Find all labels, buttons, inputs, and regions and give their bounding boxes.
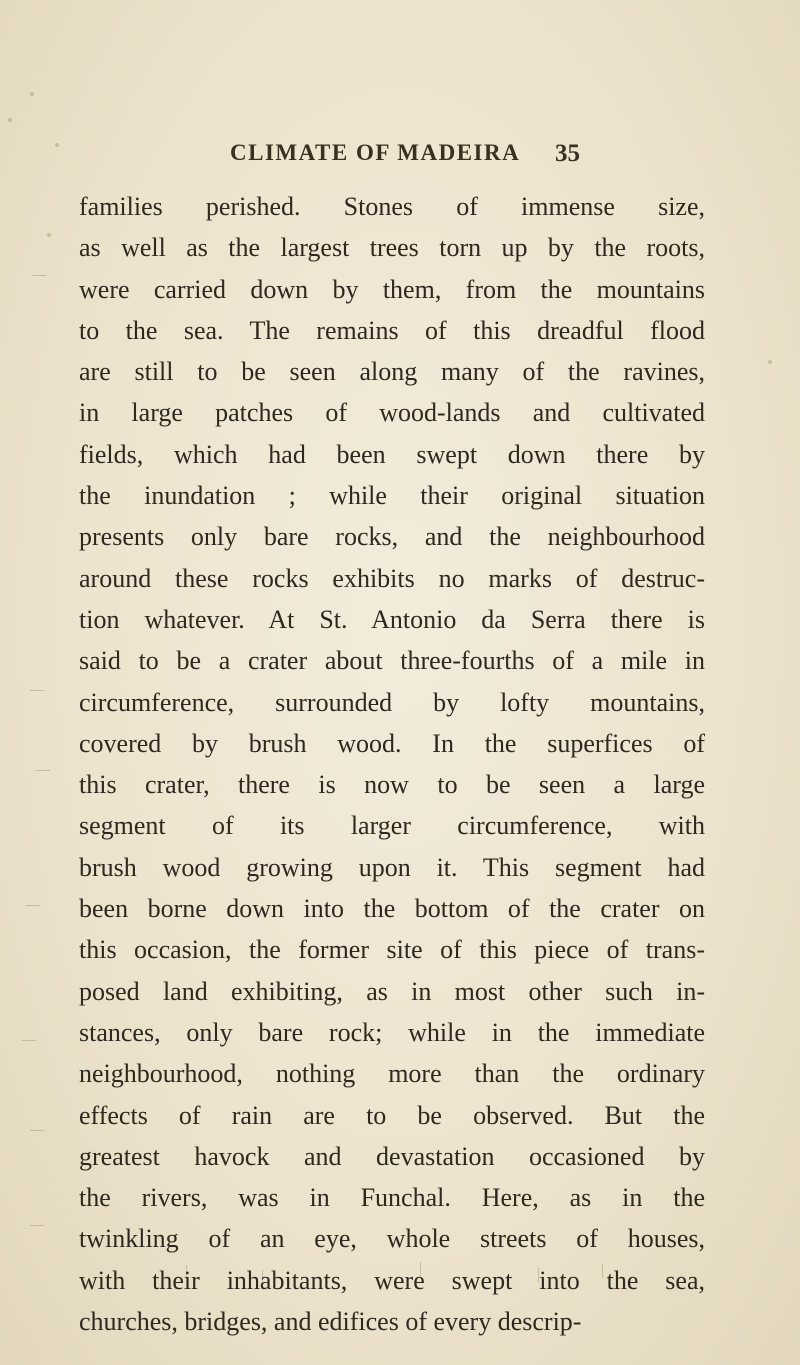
paper-speck	[55, 143, 59, 147]
text-line: fields, which had been swept down there by	[79, 439, 705, 469]
text-line: said to be a crater about three-fourths of a mile in	[79, 646, 705, 676]
text-line: covered by brush wood. In the superfices of	[79, 728, 705, 758]
text-line: the rivers, was in Funchal. Here, as in the	[79, 1183, 705, 1213]
text-line: greatest havock and devastation occasioned by	[79, 1141, 705, 1171]
text-line: this crater, there is now to be seen a large	[79, 770, 705, 800]
text-line: around these rocks exhibits no marks of destruc-	[79, 563, 705, 593]
paper-mark	[30, 1130, 44, 1131]
paper-mark	[30, 1225, 44, 1226]
paper-mark	[36, 770, 50, 771]
text-line: presents only bare rocks, and the neighbourhood	[79, 522, 705, 552]
page-header	[230, 140, 580, 174]
paper-mark	[32, 275, 46, 276]
text-line: were carried down by them, from the mountains	[79, 274, 705, 304]
text-line: to the sea. The remains of this dreadful flood	[79, 315, 705, 345]
paper-speck	[8, 118, 12, 122]
text-line: posed land exhibiting, as in most other such in-	[79, 976, 705, 1006]
text-line: are still to be seen along many of the ravines,	[79, 357, 705, 387]
running-title: CLIMATE OF MADEIRA	[230, 140, 521, 165]
text-line: this occasion, the former site of this piece of trans-	[79, 935, 705, 965]
paper-speck	[47, 233, 51, 237]
paper-mark	[22, 1040, 36, 1041]
body-text	[79, 186, 705, 1342]
paper-mark	[26, 905, 40, 906]
text-line: brush wood growing upon it. This segment had	[79, 852, 705, 882]
text-line: the inundation ; while their original situation	[79, 481, 705, 511]
text-line: neighbourhood, nothing more than the ordinary	[79, 1059, 705, 1089]
text-line: segment of its larger circumference, with	[79, 811, 705, 841]
text-line: in large patches of wood-lands and cultivated	[79, 398, 705, 428]
text-line: circumference, surrounded by lofty mountains,	[79, 687, 705, 717]
paper-mark	[30, 690, 44, 691]
paper-speck	[768, 360, 772, 364]
text-line: stances, only bare rock; while in the immediate	[79, 1017, 705, 1047]
text-line: as well as the largest trees torn up by the roots,	[79, 233, 705, 263]
text-line: families perished. Stones of immense size,	[79, 192, 705, 221]
text-line: tion whatever. At St. Antonio da Serra there is	[79, 604, 705, 634]
text-line: churches, bridges, and edifices of every descrip-	[79, 1307, 582, 1337]
page-number: 35	[555, 140, 580, 167]
text-line: with their inhabitants, were swept into the sea,	[79, 1265, 705, 1295]
text-line: been borne down into the bottom of the crater on	[79, 894, 705, 924]
text-line: effects of rain are to be observed. But the	[79, 1100, 705, 1130]
paper-speck	[30, 92, 34, 96]
text-line: twinkling of an eye, whole streets of houses,	[79, 1224, 705, 1254]
